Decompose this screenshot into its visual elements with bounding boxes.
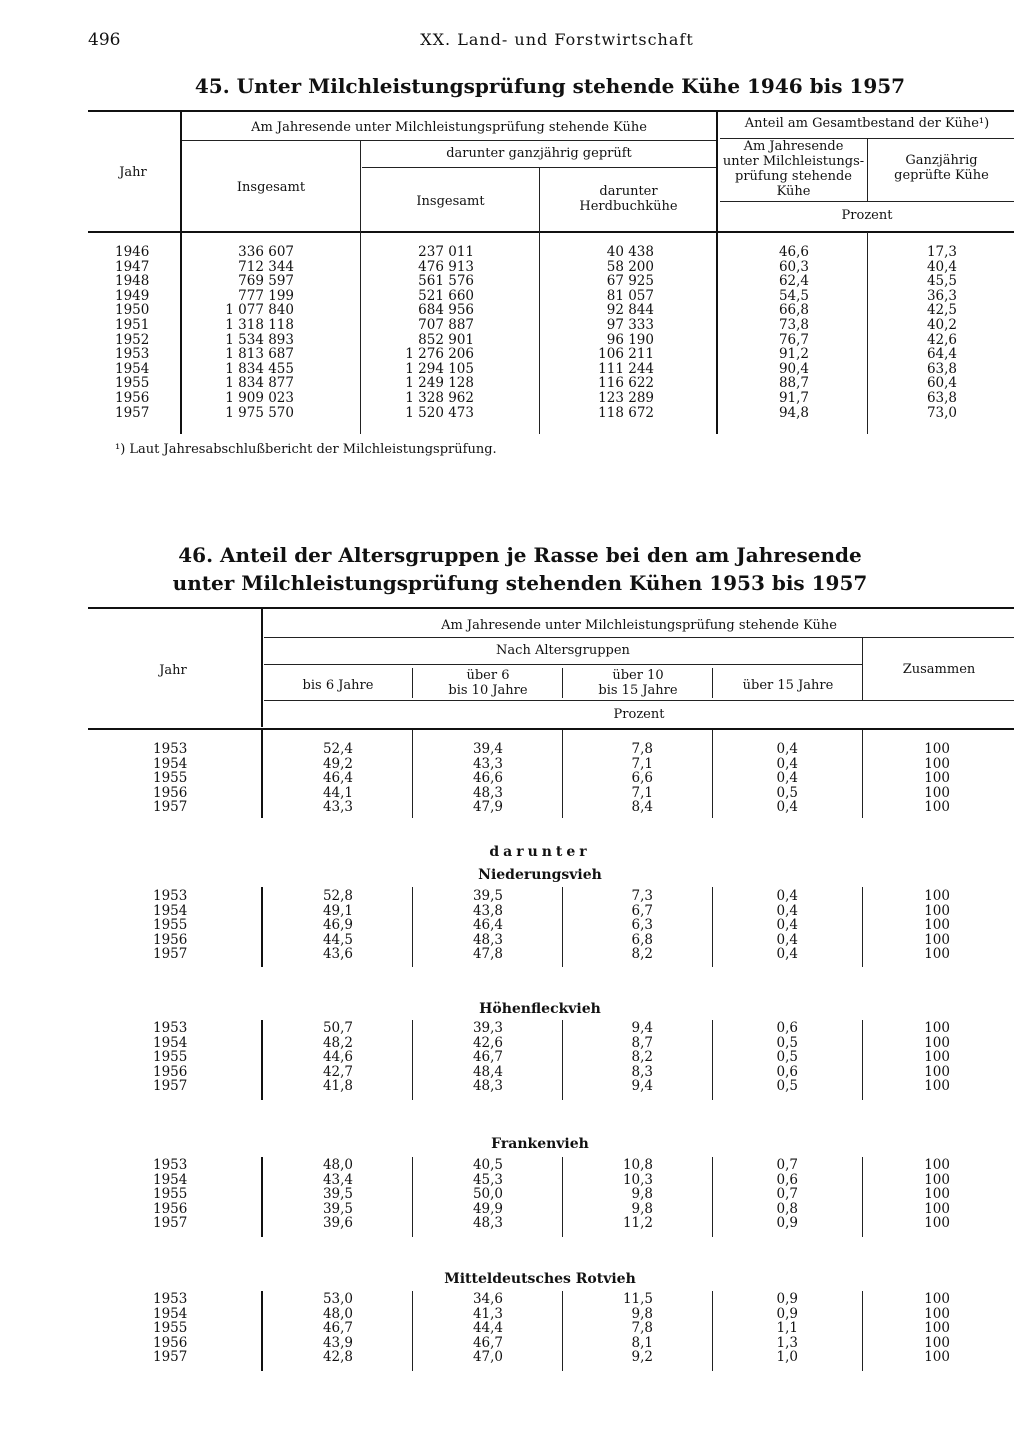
t46-b4-zusammen: 100 100 100 100 100 (924, 1291, 950, 1366)
t46-b2-ueber15: 0,6 0,5 0,5 0,6 0,5 (776, 1020, 798, 1095)
t46-b1-bis6: 52,8 49,1 46,9 44,5 43,6 (322, 888, 353, 963)
t46-b4-ueber15: 0,9 0,9 1,1 1,3 1,0 (776, 1291, 798, 1366)
t46-b1-ueber15: 0,4 0,4 0,4 0,4 0,4 (776, 888, 798, 963)
col-header-anteil: Anteil am Gesamtbestand der Kühe¹) (744, 116, 990, 131)
t46-b4-ueber10: 11,5 9,8 7,8 8,1 9,2 (622, 1291, 653, 1366)
t46-b3-bis6: 48,0 43,4 39,5 39,5 39,6 (322, 1157, 353, 1232)
t45-col-anteil-jahresende: 46,6 60,3 62,4 54,5 66,8 73,8 76,7 91,2 90,4 88,7 91,7 94,8 (778, 244, 809, 421)
t46-b2-zusammen: 100 100 100 100 100 (924, 1020, 950, 1095)
table-45-title: 45. Unter Milchleistungsprüfung stehende Kühe 1946 bis 1957 (194, 74, 906, 98)
col-header-group-main: Am Jahresende unter Milchleistungsprüfung stehende Kühe (251, 120, 647, 135)
t45-col-jahr: 1946 1947 1948 1949 1950 1951 1952 1953 1954 1955 1956 1957 (115, 244, 150, 421)
t46-b2-ueber10: 9,4 8,7 8,2 8,3 9,4 (631, 1020, 653, 1095)
t46-b3-ueber15: 0,7 0,6 0,7 0,8 0,9 (776, 1157, 798, 1232)
t45-col-ganzjaehrig-insgesamt: 237 011 476 913 561 576 521 660 684 956 707 887 852 901 1 276 206 1 294 105 1 249 128 1 328 962 1 520 473 (405, 244, 474, 421)
t46-b0-ueber6: 39,4 43,3 46,6 48,3 47,9 (472, 741, 503, 816)
t46-b0-zusammen: 100 100 100 100 100 (924, 741, 950, 816)
col-header-ganzjaehrig: Ganzjährig geprüfte Kühe (894, 153, 989, 183)
t46-b0-jahr: 1953 1954 1955 1956 1957 (153, 741, 188, 816)
t46-b2-jahr: 1953 1954 1955 1956 1957 (153, 1020, 188, 1095)
page-number: 496 (88, 30, 121, 50)
col-header-herdbuch: darunter Herdbuchkühe (579, 184, 678, 214)
t46-col-header-ueber10: über 10 bis 15 Jahre (598, 668, 678, 698)
t46-b1-ueber10: 7,3 6,7 6,3 6,8 8,2 (631, 888, 653, 963)
t46-b3-ueber10: 10,8 10,3 9,8 9,8 11,2 (622, 1157, 653, 1232)
t46-col-header-zusammen: Zusammen (902, 662, 976, 677)
running-head: XX. Land- und Forstwirtschaft (420, 30, 694, 49)
t46-b2-name: Höhenfleckvieh (479, 1001, 601, 1017)
col-header-am-jahresende: Am Jahresende unter Milchleistungs- prüfung stehende Kühe (722, 139, 865, 199)
table-46-title (120, 541, 920, 597)
t46-darunter: darunter (489, 844, 591, 860)
t46-col-header-ueber6: über 6 bis 10 Jahre (448, 668, 528, 698)
t46-b3-name: Frankenvieh (491, 1136, 589, 1152)
t46-b1-zusammen: 100 100 100 100 100 (924, 888, 950, 963)
t46-col-header-group-main: Am Jahresende unter Milchleistungsprüfung stehende Kühe (441, 618, 837, 633)
t46-b0-ueber15: 0,4 0,4 0,4 0,5 0,4 (776, 741, 798, 816)
t46-b3-ueber6: 40,5 45,3 50,0 49,9 48,3 (472, 1157, 503, 1232)
t46-b3-zusammen: 100 100 100 100 100 (924, 1157, 950, 1232)
t45-col-herdbuch: 40 438 58 200 67 925 81 057 92 844 97 333 96 190 106 211 111 244 116 622 123 289 118 672 (598, 244, 654, 421)
t45-col-insgesamt: 336 607 712 344 769 597 777 199 1 077 840 1 318 118 1 534 893 1 813 687 1 834 455 1 834 877 1 909 023 1 975 570 (225, 244, 294, 421)
t45-col-anteil-ganzjaehrig: 17,3 40,4 45,5 36,3 42,5 40,2 42,6 64,4 63,8 60,4 63,8 73,0 (926, 244, 957, 421)
table-46-title-line-2: unter Milchleistungsprüfung stehenden Kühen 1953 bis 1957 (172, 571, 868, 595)
t46-b1-name: Niederungsvieh (478, 867, 602, 883)
t46-col-header-nach-altersgruppen: Nach Altersgruppen (496, 643, 630, 658)
t46-b4-bis6: 53,0 48,0 46,7 43,9 42,8 (322, 1291, 353, 1366)
t46-b1-jahr: 1953 1954 1955 1956 1957 (153, 888, 188, 963)
t46-b0-ueber10: 7,8 7,1 6,6 7,1 8,4 (631, 741, 653, 816)
t46-b2-ueber6: 39,3 42,6 46,7 48,4 48,3 (472, 1020, 503, 1095)
col-header-darunter-ganzjaehrig: darunter ganzjährig geprüft (446, 146, 632, 161)
t46-b1-ueber6: 39,5 43,8 46,4 48,3 47,8 (472, 888, 503, 963)
col-header-jahr: Jahr (119, 165, 147, 180)
t46-col-header-ueber15: über 15 Jahre (742, 678, 834, 693)
col-header-prozent: Prozent (841, 208, 893, 223)
table-46-title-line-1: 46. Anteil der Altersgruppen je Rasse bei den am Jahresende (178, 543, 862, 567)
t46-b4-jahr: 1953 1954 1955 1956 1957 (153, 1291, 188, 1366)
col-header-insgesamt-2: Insgesamt (416, 194, 485, 209)
t46-b4-name: Mitteldeutsches Rotvieh (444, 1271, 636, 1287)
t46-col-header-prozent: Prozent (613, 707, 665, 722)
t46-col-header-jahr: Jahr (159, 663, 187, 678)
t46-b3-jahr: 1953 1954 1955 1956 1957 (153, 1157, 188, 1232)
footnote: ¹) Laut Jahresabschlußbericht der Milchleistungsprüfung. (115, 442, 497, 457)
col-header-insgesamt: Insgesamt (236, 180, 306, 195)
t46-col-header-bis6: bis 6 Jahre (302, 678, 374, 693)
t46-b4-ueber6: 34,6 41,3 44,4 46,7 47,0 (472, 1291, 503, 1366)
t46-b0-bis6: 52,4 49,2 46,4 44,1 43,3 (322, 741, 353, 816)
t46-b2-bis6: 50,7 48,2 44,6 42,7 41,8 (322, 1020, 353, 1095)
